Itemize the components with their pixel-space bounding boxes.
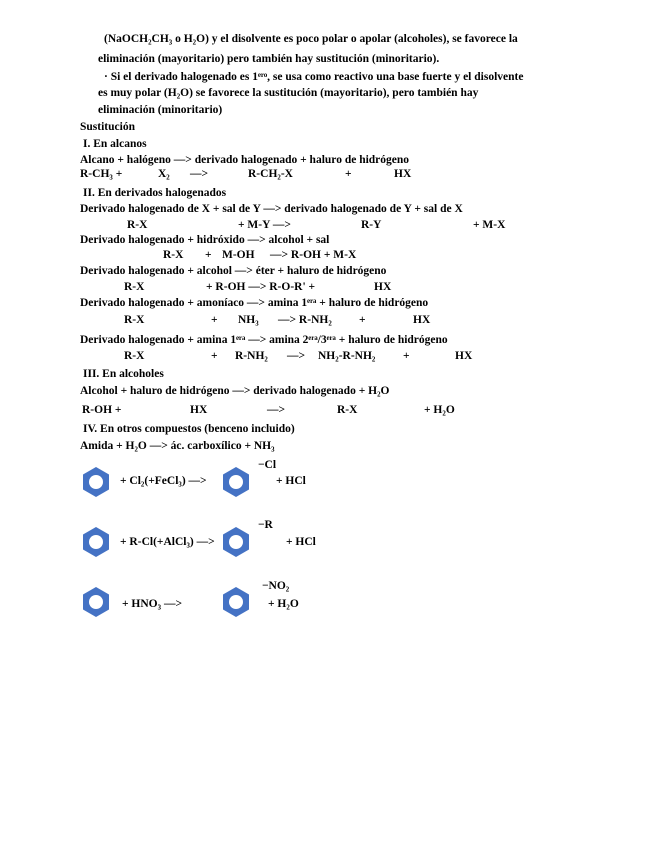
substituent-label: −R <box>258 519 273 531</box>
formula-term: R-OH + <box>82 404 122 416</box>
formula-term: R-Y <box>361 219 382 231</box>
formula-term: + R-OH —> R-O-R' + <box>206 281 316 293</box>
sec1-title: I. En alcanos <box>83 138 147 150</box>
benzene-ring-icon <box>80 466 112 498</box>
formula-term: R-X <box>163 249 184 261</box>
benzene-ring-icon <box>80 586 112 618</box>
formula-term: + <box>359 314 366 326</box>
formula-term: R-X <box>127 219 148 231</box>
formula-term: R-CH₃ + <box>80 168 123 180</box>
reagent-label: + HNO₃ —> <box>122 598 182 610</box>
formula-term: + <box>345 168 352 180</box>
formula-term: + <box>211 314 218 326</box>
formula-term: + <box>205 249 212 261</box>
formula-term: —> R-NH₂ <box>278 314 332 326</box>
intro-line-4: es muy polar (H₂O) se favorece la sustitución (mayoritario), pero también hay <box>98 87 479 99</box>
substituent-label: −NO₂ <box>262 580 290 592</box>
formula-term: + M-Y —> <box>238 219 291 231</box>
intro-line-2: eliminación (mayoritario) pero también hay sustitución (minoritario). <box>98 53 440 65</box>
formula-term: HX <box>394 168 412 180</box>
formula-term: —> R-OH + M-X <box>270 249 357 261</box>
formula-term: R-X <box>124 314 145 326</box>
byproduct-label: + HCl <box>276 475 306 487</box>
sec2-r3-equation: Derivado halogenado + alcohol —> éter + haluro de hidrógeno <box>80 265 387 277</box>
formula-term: —> <box>267 404 286 416</box>
sec2-r4-equation: Derivado halogenado + amoníaco —> amina 1ᵉʳᵃ + haluro de hidrógeno <box>80 297 429 309</box>
reagent-label: + R-Cl(+AlCl₃) —> <box>120 536 215 548</box>
formula-term: R-CH₂-X <box>248 168 293 180</box>
formula-term: —> <box>287 350 306 362</box>
formula-term: HX <box>190 404 208 416</box>
intro-line-3: · Si el derivado halogenado es 1ᵉʳᵒ, se usa como reactivo una base fuerte y el disolvente <box>104 71 524 83</box>
formula-term: R-X <box>124 281 145 293</box>
sec2-r1-equation: Derivado halogenado de X + sal de Y —> derivado halogenado de Y + sal de X <box>80 203 463 215</box>
section-heading: Sustitución <box>80 121 135 133</box>
formula-term: + <box>211 350 218 362</box>
formula-term: R-NH₂ <box>235 350 268 362</box>
formula-term: + <box>403 350 410 362</box>
formula-term: —> <box>190 168 209 180</box>
sec4-title: IV. En otros compuestos (benceno incluido) <box>83 423 295 435</box>
sec2-title: II. En derivados halogenados <box>83 187 227 199</box>
intro-line-1: (NaOCH₂CH₃ o H₂O) y el disolvente es poco polar o apolar (alcoholes), se favorece la <box>104 33 518 45</box>
sec4-equation: Amida + H₂O —> ác. carboxílico + NH₃ <box>80 440 275 452</box>
formula-term: NH₂-R-NH₂ <box>318 350 376 362</box>
formula-term: NH₃ <box>238 314 259 326</box>
sec3-title: III. En alcoholes <box>83 368 164 380</box>
sec1-equation: Alcano + halógeno —> derivado halogenado + haluro de hidrógeno <box>80 154 410 166</box>
reagent-label: + Cl₂(+FeCl₃) —> <box>120 475 207 487</box>
benzene-ring-icon <box>220 526 252 558</box>
substituent-label: −Cl <box>258 459 277 471</box>
formula-term: M-OH <box>222 249 255 261</box>
formula-term: R-X <box>337 404 358 416</box>
sec2-r2-equation: Derivado halogenado + hidróxido —> alcohol + sal <box>80 234 330 246</box>
formula-term: HX <box>374 281 392 293</box>
formula-term: HX <box>455 350 473 362</box>
intro-line-5: eliminación (minoritario) <box>98 104 223 116</box>
formula-term: + H₂O <box>424 404 455 416</box>
benzene-ring-icon <box>220 586 252 618</box>
formula-term: X₂ <box>158 168 170 180</box>
benzene-ring-icon <box>80 526 112 558</box>
byproduct-label: + HCl <box>286 536 316 548</box>
byproduct-label: + H₂O <box>268 598 299 610</box>
benzene-ring-icon <box>220 466 252 498</box>
formula-term: + M-X <box>473 219 506 231</box>
sec3-equation: Alcohol + haluro de hidrógeno —> derivado halogenado + H₂O <box>80 385 390 397</box>
formula-term: R-X <box>124 350 145 362</box>
sec2-r5-equation: Derivado halogenado + amina 1ᵉʳᵃ —> amina 2ᵉʳᵃ/3ᵉʳᵃ + haluro de hidrógeno <box>80 334 448 346</box>
formula-term: HX <box>413 314 431 326</box>
